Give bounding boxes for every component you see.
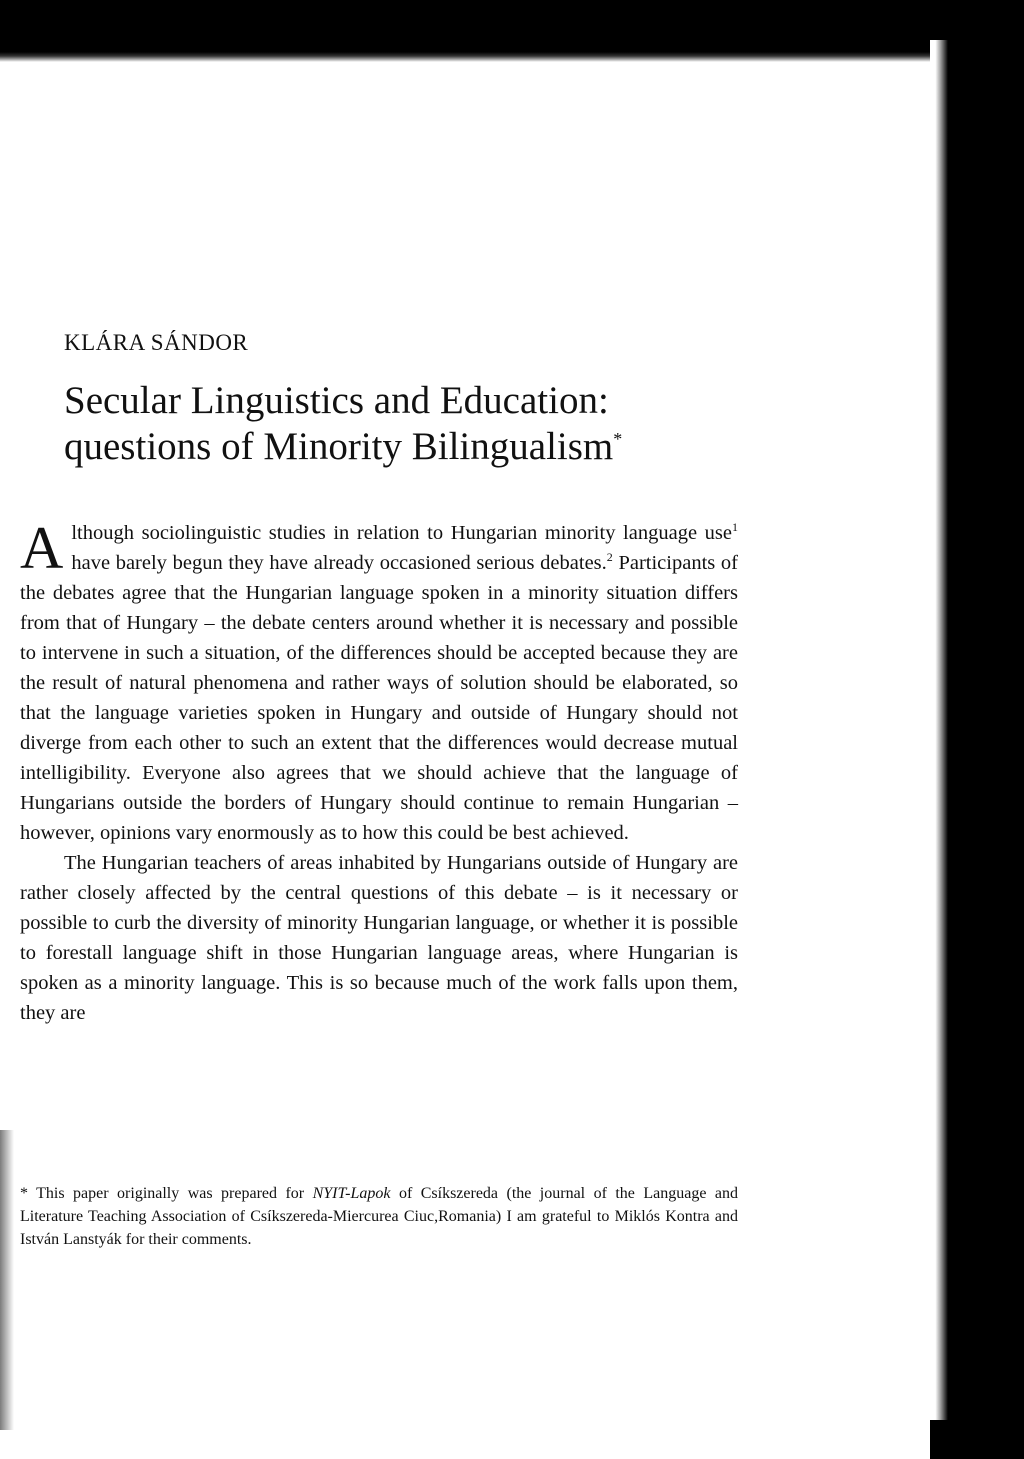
paragraph-1-text-a: lthough sociolinguistic studies in relation to Hungarian minority language use — [71, 522, 732, 544]
scan-edge-right — [930, 0, 1024, 1459]
title-line-2: questions of Minority Bilingualism — [64, 425, 614, 468]
paragraph-1-text-b: have barely begun they have already occasioned serious debates. — [71, 552, 607, 574]
title-footnote-mark: * — [613, 429, 623, 449]
drop-cap: A — [20, 515, 64, 581]
paragraph-1-text-c: Participants of the debates agree that the Hungarian language spoken in a minority situation differs from that of Hungary – the debate centers around whether it is necessary and possible to intervene in such a situation, of the differences should be accepted because they are the result of natural phenomena and rather ways of solution should be elaborated, so that the language varieties spoken in Hungary and outside of Hungary should not diverge from each other to such an extent that the differences would decrease mutual intelligibility. Everyone also agrees that we should achieve that the language of Hungarians outside the borders of Hungary should continue to remain Hungarian – however, opinions vary enormously as to how this could be best achieved. — [20, 552, 738, 844]
footnote-prefix: * This paper originally was prepared for — [20, 1185, 313, 1202]
author-name: KLÁRA SÁNDOR — [64, 330, 249, 355]
article — [20, 330, 738, 1028]
footnote-journal: NYIT-Lapok — [312, 1185, 391, 1202]
scan-edge-left — [0, 1130, 14, 1430]
paragraph-2: The Hungarian teachers of areas inhabited by Hungarians outside of Hungary are rather closely affected by the central questions of this debate – is it necessary or possible to curb the diversity of minority Hungarian language, or whether it is possible to forestall language shift in those Hungarian language areas, where Hungarian is spoken as a minority language. This is so because much of the work falls upon them, they are — [20, 852, 738, 1024]
footnote-ref-2: 2 — [606, 550, 613, 565]
title-line-1: Secular Linguistics and Education: — [64, 379, 609, 422]
scan-edge-top — [0, 0, 1024, 62]
article-title — [64, 378, 738, 470]
footnote — [20, 1182, 738, 1251]
article-body — [20, 515, 738, 1028]
paragraph-1 — [20, 515, 738, 848]
footnote-ref-1: 1 — [732, 520, 738, 535]
footnote-rest: of Csíkszereda (the journal of the Language and Literature Teaching Association of Csíkszereda-Miercurea Ciuc,Romania) I am grateful to Miklós Kontra and István Lanstyák for their comments. — [20, 1185, 738, 1248]
